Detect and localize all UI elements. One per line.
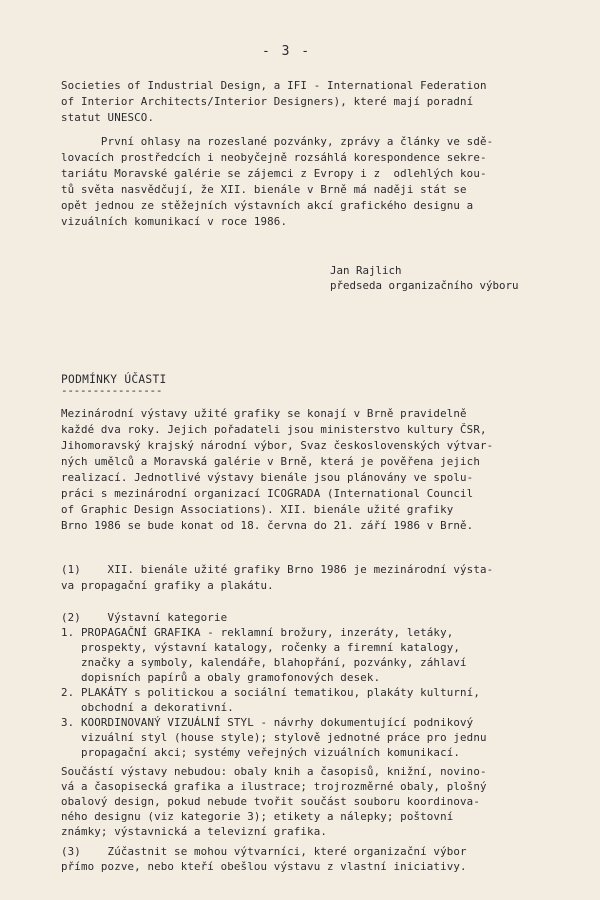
point-2-line: 3. KOORDINOVANÝ VIZUÁLNÍ STYL - návrhy dokumentující podnikový (61, 716, 474, 729)
section-underline: ---------------- (61, 384, 163, 397)
exclusion-line: ného designu (viz kategorie 3); etikety a nálepky; poštovní (61, 810, 454, 823)
body-line: Jihomoravský krajský národní výbor, Svaz československých výtvar- (61, 439, 494, 452)
point-3-line: přímo pozve, nebo kteří obešlou výstavu z vlastní iniciativy. (61, 860, 467, 873)
body-line: ných umělců a Moravská galérie v Brně, která je pověřena jejich (61, 455, 480, 468)
intro-line: vizuálních komunikací v roce 1986. (61, 215, 288, 228)
point-3-line: (3) Zúčastnit se mohou výtvarníci, které organizační výbor (61, 845, 467, 858)
point-2-line: (2) Výstavní kategorie (61, 611, 228, 624)
point-1-line: va propagační grafiky a plakátu. (61, 579, 274, 592)
signature-block (330, 263, 519, 294)
exclusion-line: vá a časopisecká grafika a ilustrace; trojrozměrné obaly, plošný (61, 780, 487, 793)
point-2-line: 2. PLAKÁTY s politickou a sociální tematikou, plakáty kulturní, (61, 686, 480, 699)
intro-line: lovacích prostředcích i neobyčejně rozsáhlá korespondence sekre- (61, 151, 487, 164)
point-2-line: obchodní a dekorativní. (61, 701, 234, 714)
signature-role: předseda organizačního výboru (330, 279, 519, 293)
body-line: Brno 1986 se bude konat od 18. června do 21. září 1986 v Brně. (61, 519, 474, 532)
intro-line: opět jednou ze stěžejních výstavních akcí grafického designu a (61, 199, 474, 212)
intro-line: První ohlasy na rozeslané pozvánky, zprávy a články ve sdě- (61, 135, 494, 148)
point-2-line: propagační akci; systémy veřejných vizuálních komunikací. (61, 746, 461, 759)
intro-line: tů světa nasvědčují, že XII. bienále v Brně má naději stát se (61, 183, 467, 196)
intro-line: tariátu Moravské galérie se zájemci z Evropy i z odlehlých kou- (61, 167, 487, 180)
point-2-line: značky a symboly, kalendáře, blahopřání, pozvánky, záhlaví (61, 656, 467, 669)
body-line: každé dva roky. Jejich pořadateli jsou ministerstvo kultury ČSR, (61, 423, 487, 436)
intro-line: Societies of Industrial Design, a IFI - International Federation (61, 79, 487, 92)
body-line: of Graphic Design Associations). XII. bienále užité grafiky (61, 503, 454, 516)
body-line: práci s mezinárodní organizací ICOGRADA (International Council (61, 487, 474, 500)
point-2-line: prospekty, výstavní katalogy, ročenky a firemní katalogy, (61, 641, 461, 654)
point-2-line: dopisních papírů a obaly gramofonových desek. (61, 671, 381, 684)
exclusion-line: známky; výstavnická a televizní grafika. (61, 825, 328, 838)
body-line: Mezinárodní výstavy užité grafiky se konají v Brně pravidelně (61, 407, 467, 420)
page-number: - 3 - (262, 44, 312, 59)
intro-line: statut UNESCO. (61, 111, 155, 124)
body-line: realizací. Jednotlivé výstavy bienále jsou plánovány ve spolu- (61, 471, 474, 484)
exclusion-line: obalový design, pokud nebude tvořit součást souboru koordinova- (61, 795, 480, 808)
intro-line: of Interior Architects/Interior Designers), které mají poradní (61, 95, 474, 108)
signature-name: Jan Rajlich (330, 264, 402, 277)
point-2-line: 1. PROPAGAČNÍ GRAFIKA - reklamní brožury, inzeráty, letáky, (61, 626, 454, 639)
section-heading: PODMÍNKY ÚČASTI (61, 373, 167, 386)
exclusion-line: Součástí výstavy nebudou: obaly knih a časopisů, knižní, novino- (61, 765, 487, 778)
point-2-line: vizuální styl (house style); stylově jednotné práce pro jednu (61, 731, 487, 744)
point-1-line: (1) XII. bienále užité grafiky Brno 1986 je mezinárodní výsta- (61, 563, 494, 576)
